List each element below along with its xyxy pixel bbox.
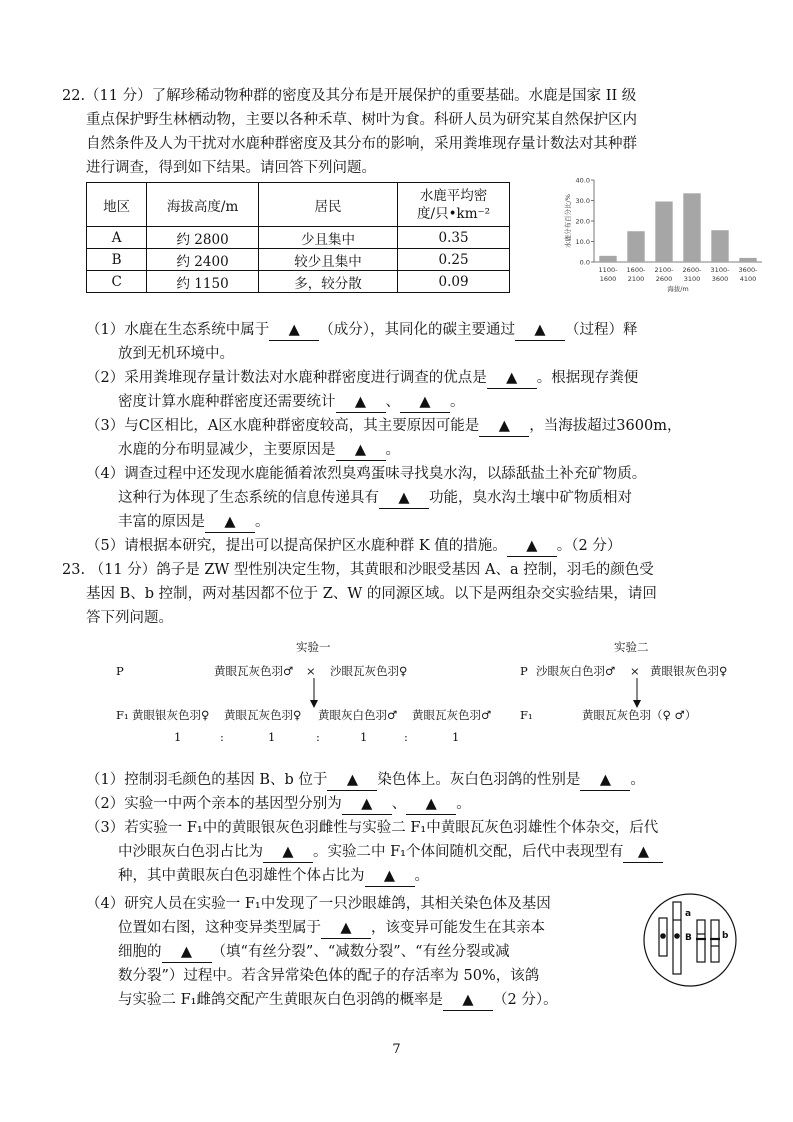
altitude-distribution-chart (560, 172, 770, 304)
x-tick-label-top: 3600- (738, 266, 758, 274)
q23-line-3: 答下列问题。 (86, 610, 173, 626)
answer-blank[interactable]: ▲ (269, 320, 319, 341)
x-tick-label-bottom: 4100 (739, 275, 757, 283)
bar (655, 202, 672, 262)
answer-blank[interactable]: ▲ (263, 842, 313, 863)
bar (739, 258, 756, 262)
answer-blank[interactable]: ▲ (406, 794, 456, 815)
x-tick-label-top: 2100- (654, 266, 674, 274)
q23-item-4-line-4: 数分裂”）过程中。若含异常染色体的配子的存活率为 50%，该鸽 (118, 968, 540, 984)
exp1-offspring-4: 黄眼瓦灰色羽♂ (412, 708, 492, 722)
table-cell: 约 1150 (147, 271, 259, 293)
bar (711, 230, 728, 262)
bar (627, 231, 644, 262)
answer-blank[interactable]: ▲ (515, 320, 565, 341)
page-number: 7 (392, 1042, 401, 1057)
table-cell: A (87, 227, 147, 249)
table-cell: B (87, 249, 147, 271)
table-cell: 约 2800 (147, 227, 259, 249)
label-a: a (685, 909, 692, 919)
exp2-cross-symbol: × (630, 664, 640, 678)
table-row (87, 271, 510, 293)
label-B: B (685, 933, 692, 943)
q22-item-3-line-1: （3）与C区相比，A区水鹿种群密度较高，其主要原因可能是 ▲ ，当海拔超过3600m， (86, 416, 681, 437)
y-tick-label: 20.0 (575, 217, 590, 226)
answer-blank[interactable]: ▲ (507, 536, 557, 557)
table-header-region: 地区 (87, 183, 147, 227)
x-tick-label-bottom: 3100 (683, 275, 701, 283)
q22-item-3-line-2: 水鹿的分布明显减少，主要原因是 ▲ 。 (118, 440, 400, 461)
table-cell: 少且集中 (258, 227, 397, 249)
exp1-title: 实验一 (296, 640, 331, 654)
table-header-density-line1: 水鹿平均密 (419, 187, 488, 204)
y-axis-label: 水鹿分布百分比/% (564, 194, 572, 248)
table-cell: 0.35 (398, 227, 510, 249)
x-tick-label-bottom: 3600 (711, 275, 729, 283)
exp1-offspring-1: 黄眼银灰色羽♀ (132, 708, 210, 722)
q22-line-1: 22.（11 分）了解珍稀动物种群的密度及其分布是开展保护的重要基础。水鹿是国家 II 级 (62, 88, 637, 104)
x-axis-label: 海拔/m (667, 285, 689, 293)
x-tick-label-top: 2600- (682, 266, 702, 274)
table-row (87, 227, 510, 249)
q22-item-4-line-1: （4）调查过程中还发现水鹿能循着浓烈臭鸡蛋味寻找臭水沟，以舔舐盐土补充矿物质。 (86, 466, 647, 482)
y-tick-label: 10.0 (575, 238, 590, 246)
q23-line-1: 23. （11 分）鸽子是 ZW 型性别决定生物，其黄眼和沙眼受基因 A、a 控制，羽毛的颜色受 (62, 562, 654, 578)
answer-blank[interactable]: ▲ (365, 866, 415, 887)
exp2-p-label: P (520, 664, 528, 678)
answer-blank[interactable]: ▲ (205, 512, 255, 533)
q23-item-4-line-5: 与实验二 F₁雌鸽交配产生黄眼灰白色羽鸽的概率是 ▲ （2 分）。 (118, 990, 558, 1011)
q22-item-4-line-3: 丰富的原因是 ▲ 。 (118, 512, 270, 533)
q22-line-2: 重点保护野生林栖动物，主要以各种禾草、树叶为食。科研人员为研究某自然保护区内 (86, 112, 637, 128)
answer-blank[interactable]: ▲ (321, 918, 371, 939)
x-tick-label-bottom: 2600 (655, 275, 673, 283)
exp2-offspring: 黄眼瓦灰色羽（♀ ♂） (582, 708, 697, 722)
q23-line-2: 基因 B、b 控制，两对基因都不位于 Z、W 的同源区域。以下是两组杂交实验结果，请回 (86, 586, 657, 602)
q22-item-4-line-2: 这种行为体现了生态系统的信息传递具有 ▲ 功能，臭水沟土壤中矿物质相对 (118, 488, 632, 509)
q23-item-4-line-3: 细胞的 ▲ （填“有丝分裂”、“减数分裂”、“有丝分裂或减 (118, 942, 510, 963)
answer-blank[interactable]: ▲ (443, 990, 493, 1011)
q22-line-3: 自然条件及人为干扰对水鹿种群密度及其分布的影响，采用粪堆现存量计数法对其种群 (86, 136, 637, 152)
exp2-title: 实验二 (614, 640, 649, 654)
exp2-arrow (632, 678, 642, 708)
q22-item-1-line-2: 放到无机环境中。 (118, 346, 234, 362)
q22-item-2-line-1: （2）采用粪堆现存量计数法对水鹿种群密度进行调查的优点是 ▲ 。根据现存粪便 (86, 368, 638, 389)
answer-blank[interactable]: ▲ (342, 794, 392, 815)
x-tick-label-top: 1100- (598, 266, 618, 274)
answer-blank[interactable]: ▲ (487, 368, 537, 389)
table-header-density-line2: 度/只•km⁻² (417, 205, 491, 222)
exp1-offspring-2: 黄眼瓦灰色羽♀ (224, 708, 302, 722)
exp1-offspring-3: 黄眼灰白色羽♂ (318, 708, 398, 722)
exp2-parent-male: 沙眼灰白色羽♂ (536, 664, 616, 678)
y-tick-label: 0.0 (579, 258, 590, 267)
x-tick-label-bottom: 1600 (599, 275, 617, 283)
q22-line-4: 进行调查，得到如下结果。请回答下列问题。 (86, 160, 376, 176)
q22-item-5-line-1: （5）请根据本研究，提出可以提高保护区水鹿种群 K 值的措施。 ▲ 。（2 分） (86, 536, 621, 557)
answer-blank[interactable]: ▲ (479, 416, 529, 437)
exp2-parent-female: 黄眼银灰色羽♀ (650, 664, 728, 678)
bar (683, 193, 700, 262)
exp1-parent-female: 沙眼瓦灰色羽♀ (330, 664, 408, 678)
q23-item-3-line-2: 中沙眼灰白色羽占比为 ▲ 。实验二中 F₁个体间随机交配，后代中表现型有 ▲ (118, 842, 663, 863)
answer-blank[interactable]: ▲ (162, 942, 212, 963)
answer-blank[interactable]: ▲ (336, 440, 386, 461)
deer-density-table (86, 182, 510, 293)
answer-blank[interactable]: ▲ (336, 392, 386, 413)
answer-blank[interactable]: ▲ (327, 770, 377, 791)
q23-item-3-line-3: 种，其中黄眼灰白色羽雄性个体占比为 ▲ 。 (118, 866, 429, 887)
answer-blank[interactable]: ▲ (580, 770, 630, 791)
exp2-f1-label: F₁ (520, 708, 533, 722)
table-cell: 较少且集中 (258, 249, 397, 271)
q22-item-1-line-1: （1）水鹿在生态系统中属于 ▲ （成分），其同化的碳主要通过 ▲ （过程）释 (86, 320, 637, 341)
y-tick-label: 30.0 (575, 197, 590, 205)
exp1-parent-male: 黄眼瓦灰色羽♂ (214, 664, 294, 678)
table-header-residents: 居民 (258, 183, 397, 227)
exp1-arrow (309, 678, 319, 708)
x-tick-label-top: 3100- (710, 266, 730, 274)
y-tick-label: 40.0 (575, 176, 590, 185)
x-tick-label-top: 1600- (626, 266, 646, 274)
table-cell: 约 2400 (147, 249, 259, 271)
label-b: b (722, 931, 729, 941)
table-cell: 多，较分散 (258, 271, 397, 293)
exp1-p-label: P (116, 664, 124, 678)
bar (599, 256, 616, 262)
table-row (87, 249, 510, 271)
exp1-cross-symbol: × (306, 664, 316, 678)
table-cell: 0.25 (398, 249, 510, 271)
q23-item-4-line-1: （4）研究人员在实验一 F₁中发现了一只沙眼雄鸽，其相关染色体及基因 (86, 896, 551, 912)
q23-item-2-line-1: （2）实验一中两个亲本的基因型分别为 ▲ 、 ▲ 。 (86, 794, 471, 815)
q23-item-3-line-1: （3）若实验一 F₁中的黄眼银灰色羽雌性与实验二 F₁中黄眼瓦灰色羽雄性个体杂交，后代 (86, 820, 659, 836)
q23-item-4-line-2: 位置如右图，这种变异类型属于 ▲ ，该变异可能发生在其亲本 (118, 918, 545, 939)
answer-blank[interactable]: ▲ (623, 842, 663, 863)
table-header-altitude: 海拔高度/m (147, 183, 259, 227)
table-cell: 0.09 (398, 271, 510, 293)
table-header-density (398, 183, 510, 227)
answer-blank[interactable]: ▲ (400, 392, 450, 413)
exp1-f1-label: F₁ (116, 708, 129, 722)
x-tick-label-bottom: 2100 (627, 275, 645, 283)
chromosome-figure (640, 890, 740, 990)
answer-blank[interactable]: ▲ (379, 488, 429, 509)
table-cell: C (87, 271, 147, 293)
q23-item-1-line-1: （1）控制羽毛颜色的基因 B、b 位于 ▲ 染色体上。灰白色羽鸽的性别是 ▲ 。 (86, 770, 645, 791)
q22-item-2-line-2: 密度计算水鹿种群密度还需要统计 ▲ 、 ▲ 。 (118, 392, 465, 413)
